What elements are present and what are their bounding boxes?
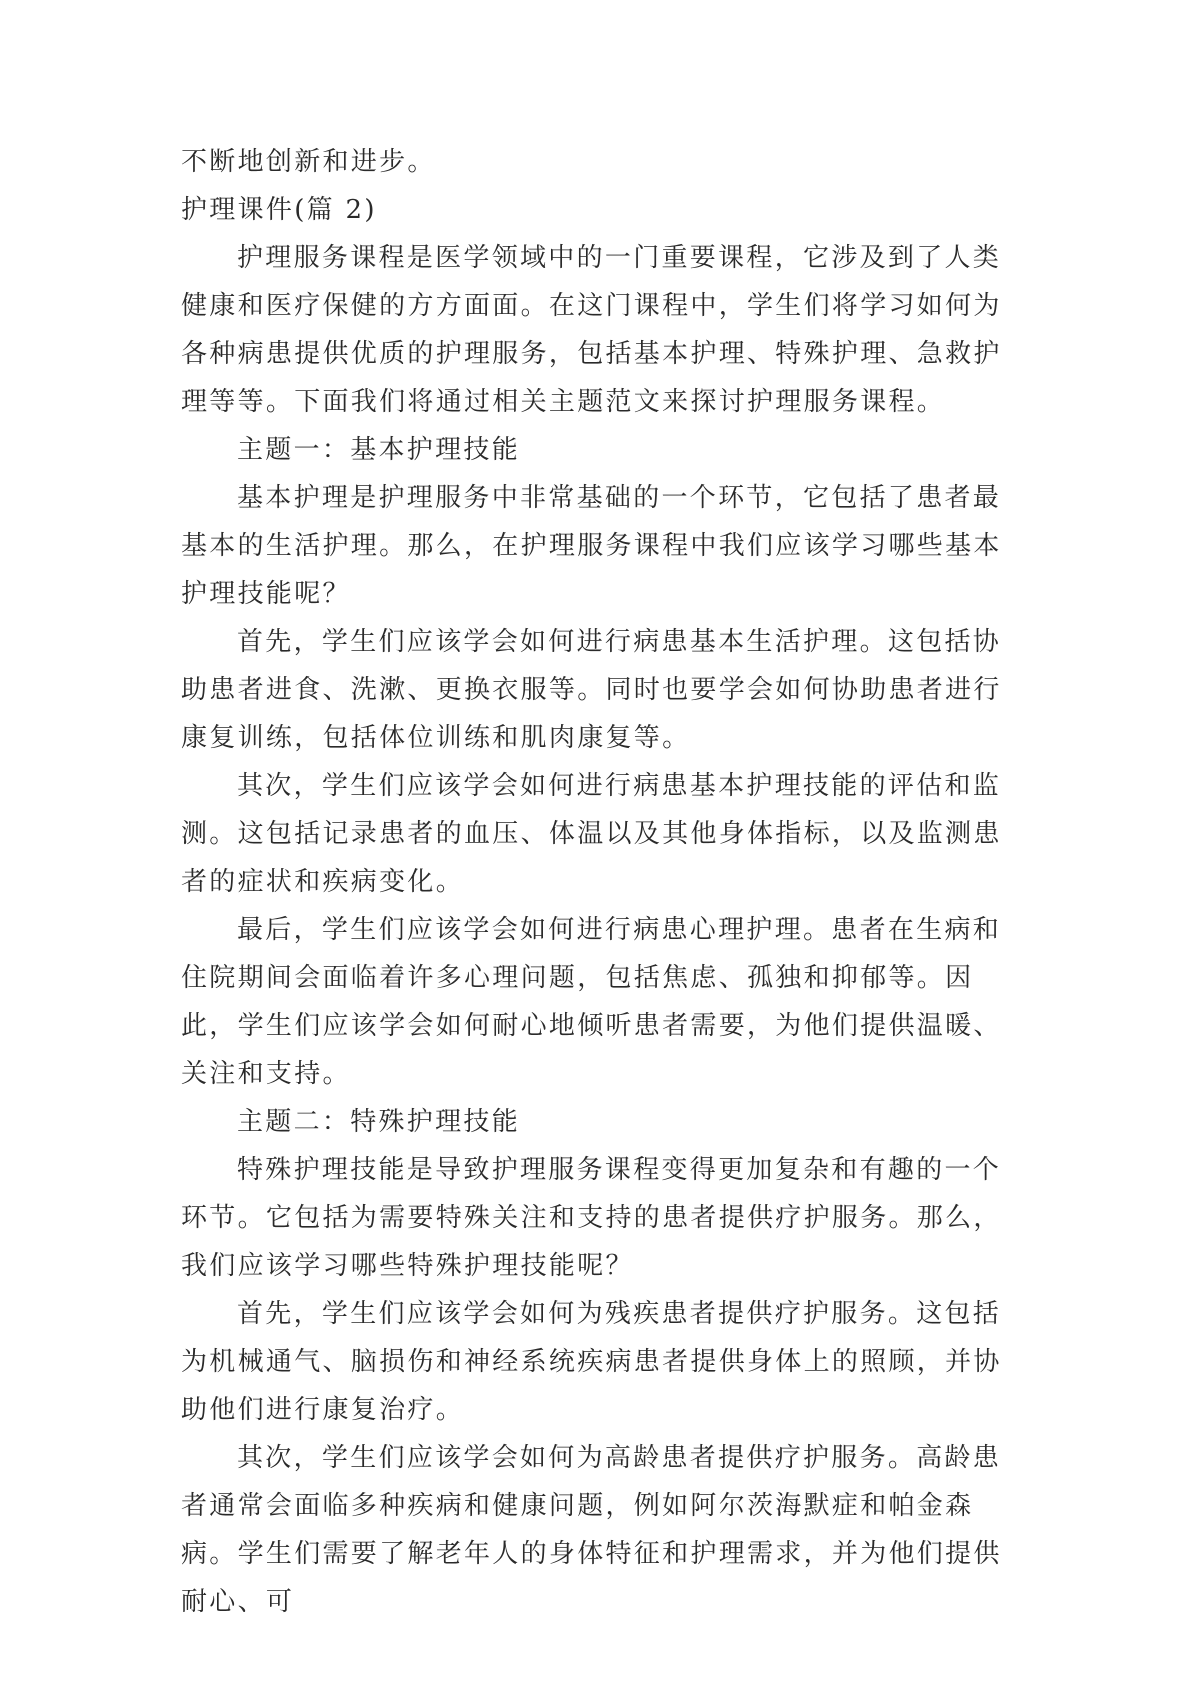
paragraph-topic-2-first: 首先，学生们应该学会如何为残疾患者提供疗护服务。这包括为机械通气、脑损伤和神经系统疾病患者提供身体上的照顾，并协助他们进行康复治疗。 (181, 1299, 1002, 1425)
paragraph-topic-1-last: 最后，学生们应该学会如何进行病患心理护理。患者在生病和住院期间会面临着许多心理问题，包括焦虑、孤独和抑郁等。因此，学生们应该学会如何耐心地倾听患者需要，为他们提供温暖、关注和支持。 (181, 915, 1002, 1089)
section-title: 护理课件(篇 2) (181, 195, 377, 225)
paragraph-topic-1-intro: 基本护理是护理服务中非常基础的一个环节，它包括了患者最基本的生活护理。那么，在护理服务课程中我们应该学习哪些基本护理技能呢？ (181, 483, 1002, 609)
paragraph-topic-2-intro: 特殊护理技能是导致护理服务课程变得更加复杂和有趣的一个环节。它包括为需要特殊关注和支持的患者提供疗护服务。那么，我们应该学习哪些特殊护理技能呢？ (181, 1155, 1002, 1281)
paragraph-topic-1-second: 其次，学生们应该学会如何进行病患基本护理技能的评估和监测。这包括记录患者的血压、体温以及其他身体指标，以及监测患者的症状和疾病变化。 (181, 771, 1002, 897)
topic-2-heading: 主题二：特殊护理技能 (237, 1107, 521, 1137)
paragraph-topic-2-second: 其次，学生们应该学会如何为高龄患者提供疗护服务。高龄患者通常会面临多种疾病和健康问题，例如阿尔茨海默症和帕金森病。学生们需要了解老年人的身体特征和护理需求，并为他们提供耐心、可 (181, 1443, 1002, 1617)
paragraph-intro: 护理服务课程是医学领域中的一门重要课程，它涉及到了人类健康和医疗保健的方方面面。在这门课程中，学生们将学习如何为各种病患提供优质的护理服务，包括基本护理、特殊护理、急救护理等等。下面我们将通过相关主题范文来探讨护理服务课程。 (181, 243, 1002, 417)
paragraph-continuation: 不断地创新和进步。 (181, 147, 436, 177)
document-body (181, 138, 1013, 1626)
paragraph-topic-1-first: 首先，学生们应该学会如何进行病患基本生活护理。这包括协助患者进食、洗漱、更换衣服等。同时也要学会如何协助患者进行康复训练，包括体位训练和肌肉康复等。 (181, 627, 1002, 753)
topic-1-heading: 主题一：基本护理技能 (237, 435, 521, 465)
